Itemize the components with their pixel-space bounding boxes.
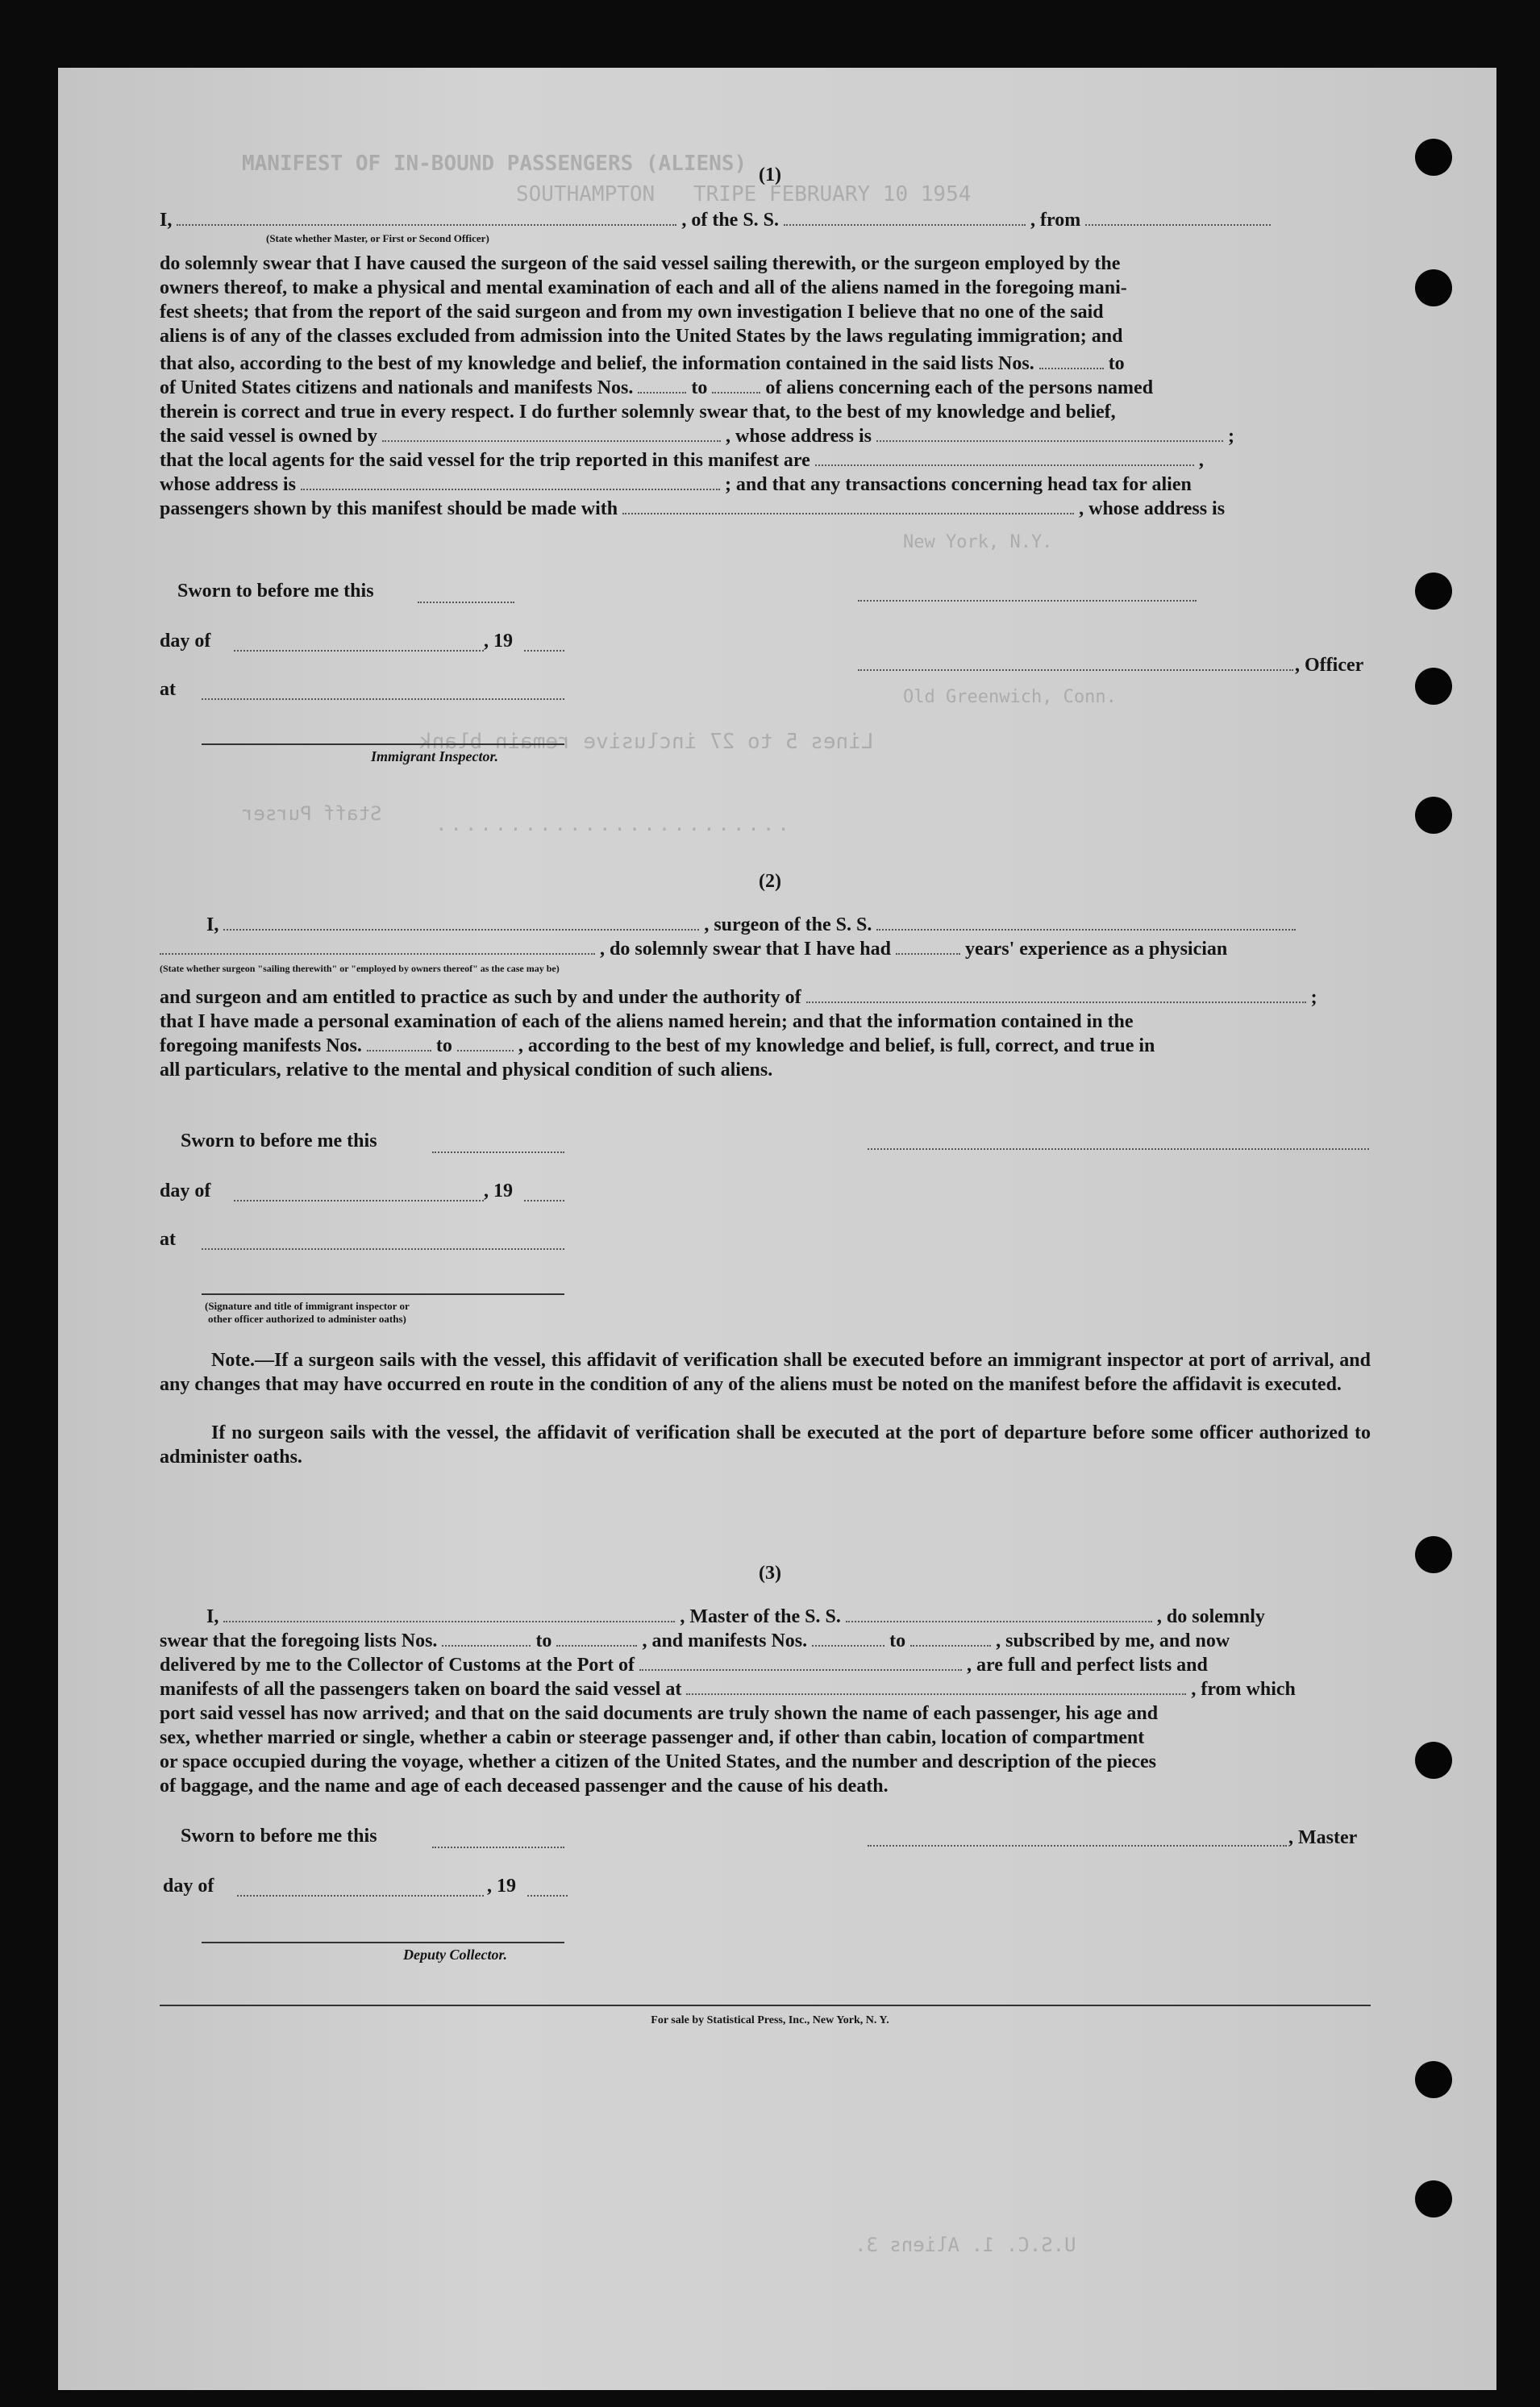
text-line: aliens is of any of the classes excluded from admission into the United States by the laws regulating immigration; and	[160, 326, 1123, 347]
text: of United States citizens and nationals and manifests Nos.	[160, 377, 634, 398]
bleed-through-port: SOUTHAMPTON	[516, 182, 656, 206]
text: , are full and perfect lists and	[966, 1655, 1208, 1676]
binder-hole	[1415, 1742, 1452, 1779]
text: to	[535, 1630, 552, 1651]
at-field[interactable]	[202, 1248, 564, 1250]
text: that also, according to the best of my knowledge and belief, the information contained in the said lists Nos.	[160, 353, 1034, 374]
text: to	[691, 377, 708, 398]
section-3-line-2	[160, 1629, 1371, 1653]
text: , subscribed by me, and now	[996, 1630, 1230, 1651]
officer-name-line[interactable]	[858, 669, 1293, 671]
day-of-field[interactable]	[237, 1895, 484, 1897]
section-2-line-4	[160, 1010, 1371, 1034]
section-1-line-9	[160, 352, 1371, 376]
manifests-from-field[interactable]	[367, 1035, 431, 1052]
binder-hole	[1415, 668, 1452, 705]
manifests-to-field[interactable]	[457, 1035, 514, 1052]
text: the said vessel is owned by	[160, 426, 378, 447]
text: ;	[1227, 426, 1234, 447]
surgeon-vessel-field[interactable]	[876, 914, 1296, 931]
at-label: at	[160, 679, 176, 700]
text: to	[435, 1035, 452, 1056]
at-field[interactable]	[202, 698, 564, 700]
text: , according to the best of my knowledge and belief, is full, correct, and true in	[518, 1035, 1155, 1056]
text: to	[1108, 353, 1125, 374]
text: , Master of the S. S.	[680, 1606, 841, 1627]
owner-address-field[interactable]	[876, 426, 1223, 442]
text: manifests of all the passengers taken on board the said vessel at	[160, 1679, 682, 1700]
surgeon-type-note: (State whether surgeon "sailing therewith" or "employed by owners thereof" as the case may be)	[160, 963, 560, 974]
bleed-through-officer: Old Greenwich, Conn.	[903, 687, 1117, 707]
binder-hole	[1415, 573, 1452, 610]
section-1-line-11	[160, 400, 1371, 424]
years-field[interactable]	[896, 939, 960, 955]
section-2-line-1	[160, 913, 1371, 937]
surgeon-type-field[interactable]	[160, 939, 595, 955]
sworn-label: Sworn to before me this	[181, 1131, 377, 1151]
text: delivered by me to the Collector of Customs at the Port of	[160, 1655, 635, 1676]
bleed-through-footer: U.S.C. 1. Aliens 3.	[855, 2234, 1076, 2256]
note-paragraph-2: If no surgeon sails with the vessel, the affidavit of verification shall be executed at the port of departure before some officer authorized to administer oaths.	[160, 1422, 1371, 1468]
section-1-heading: (1)	[759, 164, 781, 185]
sworn-label: Sworn to before me this	[181, 1826, 377, 1847]
surgeon-signature-line[interactable]	[868, 1148, 1369, 1150]
text: swear that the foregoing lists Nos.	[160, 1630, 438, 1651]
day-of-label: day of	[163, 1876, 214, 1897]
section-1-line-13	[160, 448, 1371, 473]
text: , do solemnly	[1156, 1606, 1265, 1627]
master-label: , Master	[1288, 1827, 1358, 1848]
text: , of the S. S.	[681, 210, 780, 231]
footer-rule	[160, 2005, 1371, 2006]
lists-to-field[interactable]	[556, 1630, 637, 1647]
officer-label: , Officer	[1295, 655, 1364, 676]
manifest-to-field[interactable]	[712, 377, 760, 394]
list-from-field[interactable]	[1039, 353, 1104, 369]
section-1-line-14	[160, 473, 1371, 497]
text: whose address is	[160, 474, 296, 495]
signature-note-1: (Signature and title of immigrant inspector or	[205, 1300, 410, 1312]
section-1-oath-text	[160, 252, 1371, 348]
section-3-line-3	[160, 1653, 1371, 1677]
master-vessel-field[interactable]	[846, 1606, 1152, 1622]
inspector-label: Immigrant Inspector.	[371, 748, 499, 764]
section-2-heading: (2)	[759, 871, 781, 892]
text: I,	[160, 210, 173, 231]
inspector-signature-line[interactable]	[202, 1293, 564, 1295]
name-field[interactable]	[177, 210, 676, 226]
section-2-line-3	[160, 985, 1371, 1010]
section-3-line-4	[160, 1677, 1371, 1701]
section-1-line-12	[160, 424, 1371, 448]
section-2-line-2	[160, 937, 1371, 961]
text: , from	[1030, 210, 1081, 231]
manifests-to-field[interactable]	[910, 1630, 991, 1647]
at-label: at	[160, 1229, 176, 1250]
text: sex, whether married or single, whether a cabin or steerage passenger and, if other than cabin, location of compartment	[160, 1727, 1145, 1748]
bleed-through-date: TRIPE FEBRUARY 10 1954	[693, 182, 972, 206]
bleed-through-dots: ........................	[435, 813, 793, 835]
text: to	[889, 1630, 906, 1651]
from-field[interactable]	[1085, 210, 1271, 226]
section-1-line-1	[160, 208, 1371, 232]
text: I,	[206, 914, 219, 935]
section-3-line-5	[160, 1701, 1371, 1726]
signature-note-2: other officer authorized to administer oaths)	[208, 1313, 406, 1325]
bleed-through-note: Lines 5 to 27 inclusive remain blank	[419, 730, 874, 754]
text: ;	[1310, 987, 1317, 1008]
text-line: fest sheets; that from the report of the said surgeon and from my own investigation I believe that no one of the said	[160, 302, 1104, 323]
day-of-field[interactable]	[234, 650, 484, 652]
binder-hole	[1415, 797, 1452, 834]
surgeon-name-field[interactable]	[223, 914, 699, 931]
text: , do solemnly swear that I have had	[600, 939, 891, 960]
note-paragraph-1: Note.—If a surgeon sails with the vessel, this affidavit of verification shall be executed before an immigrant inspector at port of arrival, and any changes that may have occurred en route in the condition of any of the aliens must be noted on the manifest before the affidavit is executed.	[160, 1350, 1371, 1395]
agents-field[interactable]	[815, 450, 1194, 466]
text: and surgeon and am entitled to practice as such by and under the authority of	[160, 987, 801, 1008]
text: ; and that any transactions concerning head tax for alien	[724, 474, 1192, 495]
section-1-line-15	[160, 497, 1371, 521]
text: all particulars, relative to the mental and physical condition of such aliens.	[160, 1060, 773, 1081]
section-1-line-10	[160, 376, 1371, 400]
text: of baggage, and the name and age of each deceased passenger and the cause of his death.	[160, 1776, 889, 1797]
section-2-line-5	[160, 1034, 1371, 1058]
section-3-line-1	[160, 1605, 1371, 1629]
year-field[interactable]	[524, 1200, 564, 1201]
text: foregoing manifests Nos.	[160, 1035, 362, 1056]
day-of-label: day of	[160, 631, 211, 652]
section-2-line-6	[160, 1058, 1371, 1082]
port-of-departure-field[interactable]	[686, 1679, 1186, 1695]
text: ,	[1198, 450, 1204, 471]
text: that I have made a personal examination of each of the aliens named herein; and that the information contained in the	[160, 1011, 1134, 1032]
day-of-field[interactable]	[234, 1200, 484, 1201]
officer-signature-line[interactable]	[858, 600, 1197, 602]
authority-field[interactable]	[806, 987, 1306, 1003]
text: passengers shown by this manifest should be made with	[160, 498, 618, 519]
sworn-day-field[interactable]	[432, 1151, 564, 1153]
text: that the local agents for the said vessel for the trip reported in this manifest are	[160, 450, 810, 471]
bleed-through-header: MANIFEST OF IN-BOUND PASSENGERS (ALIENS)	[242, 152, 747, 176]
section-3-line-8	[160, 1774, 1371, 1798]
text: port said vessel has now arrived; and that on the said documents are truly shown the name of each passenger, his age and	[160, 1703, 1159, 1724]
text: of aliens concerning each of the persons named	[765, 377, 1154, 398]
deputy-collector-signature-line[interactable]	[202, 1942, 564, 1943]
binder-hole	[1415, 2061, 1452, 2098]
year-label: , 19	[484, 631, 513, 652]
section-1-title-note: (State whether Master, or First or Second Officer)	[266, 232, 489, 244]
text: , and manifests Nos.	[642, 1630, 808, 1651]
lists-from-field[interactable]	[442, 1630, 531, 1647]
text: , surgeon of the S. S.	[704, 914, 872, 935]
section-3-line-6	[160, 1726, 1371, 1750]
day-of-label: day of	[160, 1181, 211, 1201]
text-line: do solemnly swear that I have caused the surgeon of the said vessel sailing therewith, or the surgeon employed by the	[160, 253, 1121, 274]
vessel-field[interactable]	[784, 210, 1026, 226]
manifest-from-field[interactable]	[638, 377, 686, 394]
master-signature-line[interactable]	[868, 1845, 1287, 1847]
bleed-through-purser: Staff Purser	[242, 802, 382, 825]
text-line: owners thereof, to make a physical and mental examination of each and all of the aliens named in the foregoing mani-	[160, 277, 1127, 298]
text: therein is correct and true in every respect. I do further solemnly swear that, to the best of my knowledge and belief,	[160, 402, 1116, 423]
sworn-day-field[interactable]	[432, 1847, 564, 1848]
head-tax-agent-field[interactable]	[622, 498, 1074, 514]
printer-imprint: For sale by Statistical Press, Inc., New York, N. Y.	[651, 2014, 889, 2026]
section-3-line-7	[160, 1750, 1371, 1774]
manifests-from-field[interactable]	[812, 1630, 884, 1647]
binder-hole	[1415, 269, 1452, 306]
master-name-field[interactable]	[223, 1606, 675, 1622]
sworn-day-field[interactable]	[418, 602, 514, 603]
deputy-collector-label: Deputy Collector.	[403, 1947, 507, 1963]
text: , whose address is	[726, 426, 872, 447]
text: , whose address is	[1079, 498, 1226, 519]
text: I,	[206, 1606, 219, 1627]
inspector-signature-line[interactable]	[202, 743, 564, 745]
year-label: , 19	[487, 1876, 516, 1897]
text: years' experience as a physician	[964, 939, 1228, 960]
agents-address-field[interactable]	[301, 474, 720, 490]
year-field[interactable]	[527, 1895, 568, 1897]
year-label: , 19	[484, 1181, 513, 1201]
port-of-arrival-field[interactable]	[639, 1655, 962, 1671]
text: , from which	[1191, 1679, 1296, 1700]
text: or space occupied during the voyage, whether a citizen of the United States, and the number and description of the pieces	[160, 1751, 1156, 1772]
section-3-heading: (3)	[759, 1563, 781, 1584]
sworn-label: Sworn to before me this	[177, 581, 374, 602]
binder-hole	[1415, 2180, 1452, 2218]
owner-field[interactable]	[382, 426, 721, 442]
year-field[interactable]	[524, 650, 564, 652]
bleed-through-address: New York, N.Y.	[903, 532, 1053, 552]
